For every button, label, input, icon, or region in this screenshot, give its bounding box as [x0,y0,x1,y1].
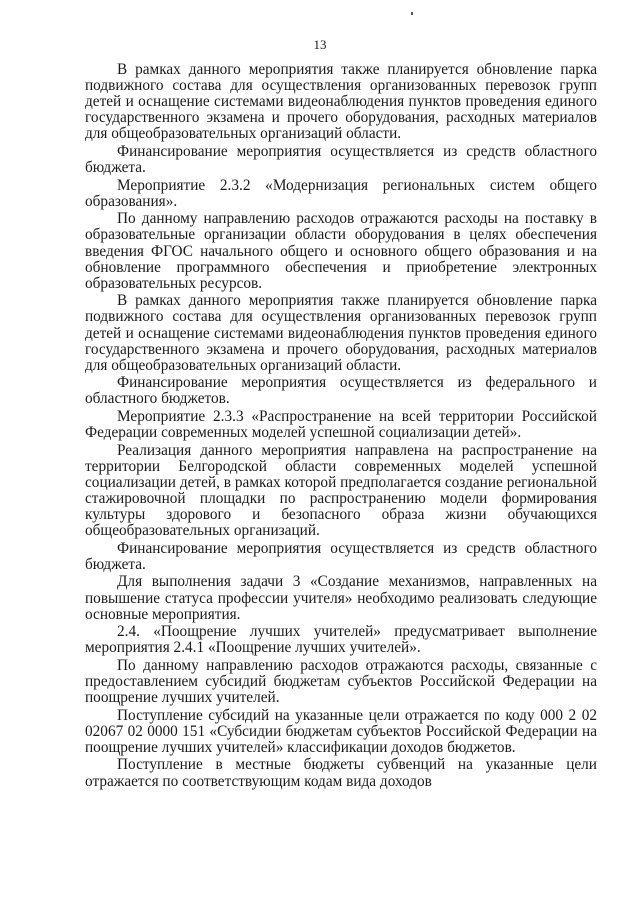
paragraph: По данному направлению расходов отражаются расходы, связанные с предоставлением субсидий бюджетам субъектов Российской Федерации на поощрение лучших учителей. [85,656,597,707]
paragraph: Финансирование мероприятия осуществляется из средств областного бюджета. [85,142,597,177]
paragraph: Поступление в местные бюджеты субвенций на указанные цели отражается по соответствующим кодам вида доходов [85,756,597,790]
paragraph: В рамках данного мероприятия также планируется обновление парка подвижного состава для осуществления организованных перевозок групп детей и оснащение системами видеонаблюдения пунктов проведения единого государственного экзамена и прочего оборудования, расходных материалов для общеобразовательных организаций области. [85,61,597,143]
paragraph: 2.4. «Поощрение лучших учителей» предусматривает выполнение мероприятия 2.4.1 «Поощрение лучших учителей». [85,623,597,657]
paragraph: Финансирование мероприятия осуществляется из средств областного бюджета. [85,539,597,573]
paragraph: Финансирование мероприятия осуществляется из федерального и областного бюджетов. [85,374,597,408]
document-body [85,62,597,791]
scan-mark [411,12,413,15]
paragraph: Реализация данного мероприятия направлена на распространение на территории Белгородской области современных моделей успешной социализации детей, в рамках которой предполагается создание региональной стажировочной площадки по распространению модели формирования культуры здорового и безопасного образа жизни обучающихся общеобразовательных организаций. [85,441,597,540]
paragraph: Для выполнения задачи 3 «Создание механизмов, направленных на повышение статуса профессии учителя» необходимо реализовать следующие основные мероприятия. [85,573,597,623]
paragraph: Мероприятие 2.3.3 «Распространение на всей территории Российской Федерации современных моделей успешной социализации детей». [85,407,597,442]
paragraph: В рамках данного мероприятия также планируется обновление парка подвижного состава для осуществления организованных перевозок групп детей и оснащение системами видеонаблюдения пунктов проведения единого государственного экзамена и прочего оборудования, расходных материалов для общеобразовательных организаций области. [85,292,597,374]
paragraph: По данному направлению расходов отражаются расходы на поставку в образовательные организации области оборудования в целях обеспечения введения ФГОС начального общего и основного общего образования и на обновление программного обеспечения и приобретение электронных образовательных ресурсов. [85,210,597,292]
paragraph: Мероприятие 2.3.2 «Модернизация региональных систем общего образования». [85,176,597,210]
page-number: 13 [313,37,327,52]
paragraph: Поступление субсидий на указанные цели отражается по коду 000 2 02 02067 02 0000 151 «Субсидии бюджетам субъектов Российской Федерации на поощрение лучших учителей» классификации доходов бюджетов. [85,706,597,756]
